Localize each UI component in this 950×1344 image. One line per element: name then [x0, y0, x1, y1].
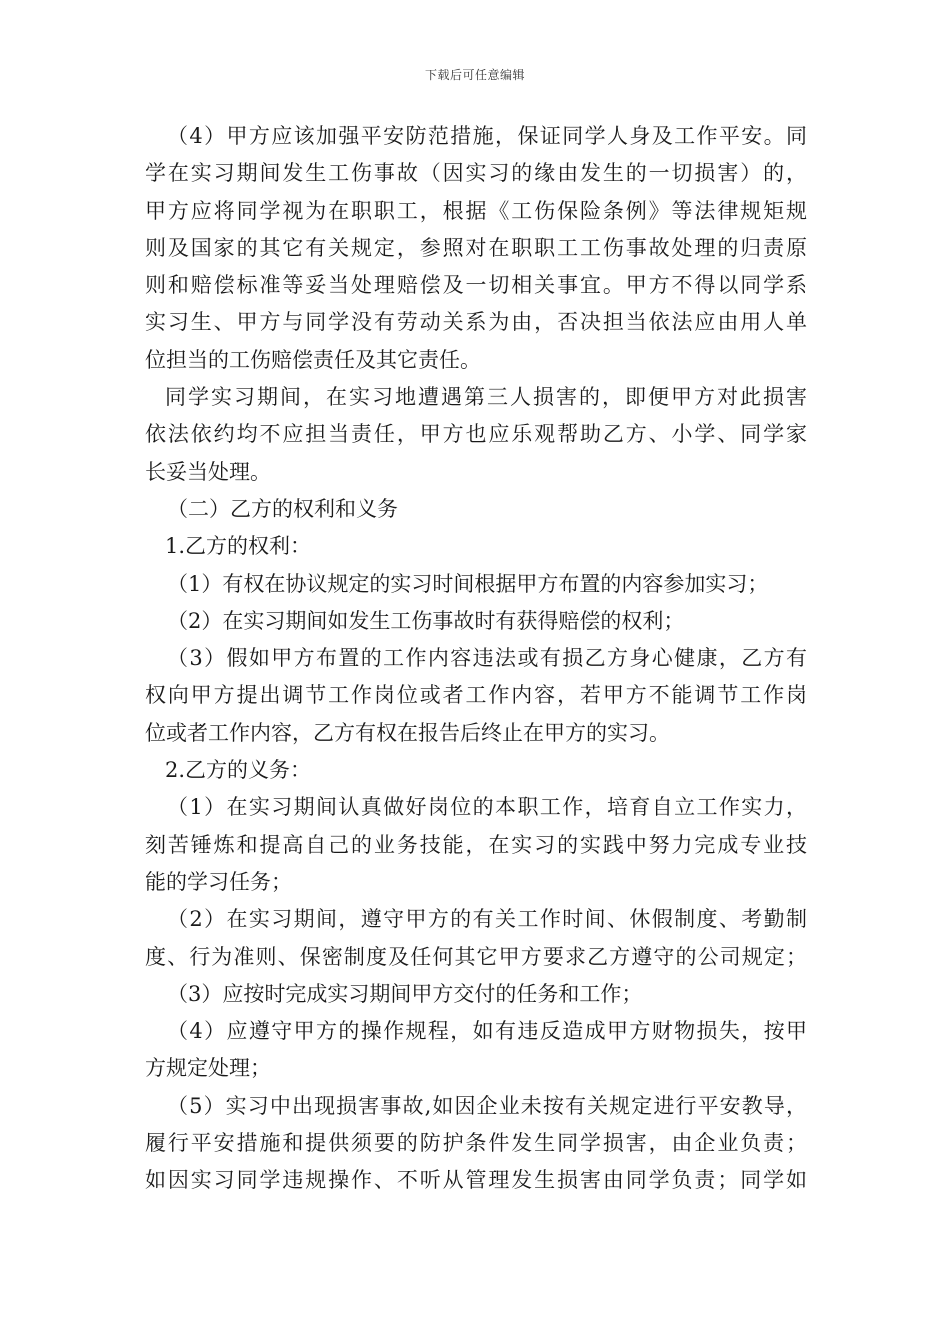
text-line: （4）应遵守甲方的操作规程，如有违反造成甲方财物损失，按甲: [167, 1019, 807, 1044]
text-line: 则和赔偿标准等妥当处理赔偿及一切相关事宜。甲方不得以同学系: [145, 273, 807, 298]
text-line: 履行平安措施和提供须要的防护条件发生同学损害，由企业负责；: [145, 1131, 807, 1156]
text-line: （1）在实习期间认真做好岗位的本职工作，培育自立工作实力，: [167, 795, 807, 820]
text-line: 刻苦锤炼和提高自己的业务技能，在实习的实践中努力完成专业技: [145, 832, 807, 857]
text-line: （3）应按时完成实习期间甲方交付的任务和工作；: [167, 981, 643, 1006]
text-line: 方规定处理；: [145, 1056, 271, 1081]
text-line: 长妥当处理。: [145, 459, 271, 484]
text-line: 1.乙方的权利：: [165, 534, 312, 559]
text-line: 位或者工作内容，乙方有权在报告后终止在甲方的实习。: [145, 720, 670, 745]
text-line: 位担当的工伤赔偿责任及其它责任。: [145, 347, 481, 372]
text-line: 度、行为准则、保密制度及任何其它甲方要求乙方遵守的公司规定；: [145, 944, 807, 969]
document-body: [145, 118, 807, 1200]
text-line: 同学实习期间，在实习地遭遇第三人损害的，即便甲方对此损害: [165, 385, 807, 410]
text-line: （3）假如甲方布置的工作内容违法或有损乙方身心健康，乙方有: [167, 646, 807, 671]
text-line: 甲方应将同学视为在职职工，根据《工伤保险条例》等法律规矩规: [145, 198, 807, 223]
text-line: （4）甲方应该加强平安防范措施，保证同学人身及工作平安。同: [167, 124, 807, 148]
text-line: （1）有权在协议规定的实习时间根据甲方布置的内容参加实习；: [167, 571, 769, 596]
text-line: （2）在实习期间如发生工伤事故时有获得赔偿的权利；: [167, 608, 685, 633]
page-header: 下载后可任意编辑: [424, 68, 525, 82]
text-line: 学在实习期间发生工伤事故（因实习的缘由发生的一切损害）的，: [145, 161, 807, 186]
text-line: 如因实习同学违规操作、不听从管理发生损害由同学负责；同学如: [145, 1168, 807, 1193]
text-line: 权向甲方提出调节工作岗位或者工作内容，若甲方不能调节工作岗: [145, 683, 807, 708]
text-line: 实习生、甲方与同学没有劳动关系为由，否决担当依法应由用人单: [145, 310, 807, 335]
text-line: 依法依约均不应担当责任，甲方也应乐观帮助乙方、小学、同学家: [145, 422, 807, 447]
text-line: 2.乙方的义务：: [165, 758, 312, 783]
text-line: （二）乙方的权利和义务: [167, 496, 398, 521]
text-line: （2）在实习期间，遵守甲方的有关工作时间、休假制度、考勤制: [167, 907, 807, 932]
text-line: 能的学习任务；: [145, 869, 292, 894]
text-line: （5）实习中出现损害事故,如因企业未按有关规定进行平安教导，: [167, 1093, 807, 1118]
text-line: 则及国家的其它有关规定，参照对在职职工工伤事故处理的归责原: [145, 235, 807, 260]
